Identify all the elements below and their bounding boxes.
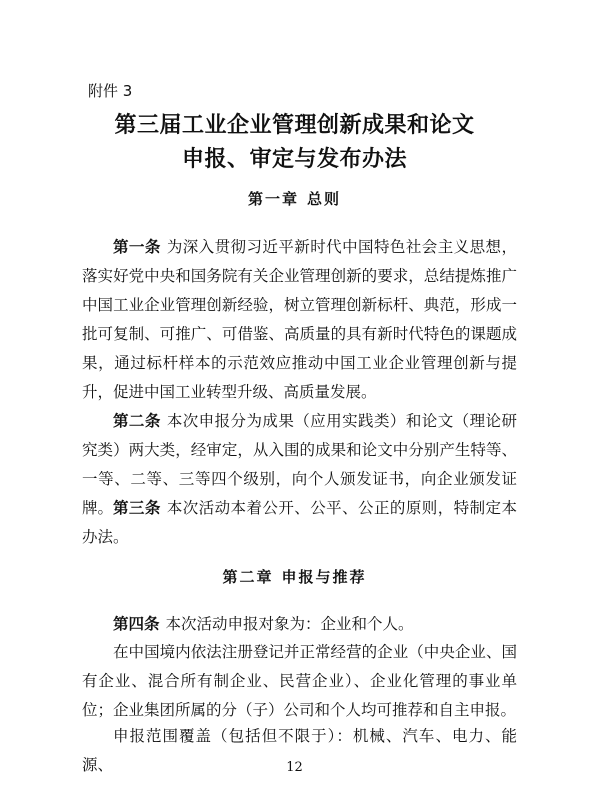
document-title-line-2: 申报、审定与发布办法 (181, 146, 407, 172)
chapter-1-name: 总则 (307, 190, 342, 208)
document-title-line-1: 第三届工业企业管理创新成果和论文 (114, 112, 475, 138)
chapter-2-number: 第二章 (222, 568, 274, 586)
scope-paragraph: 申报范围覆盖（包括但不限于）：机械、汽车、电力、能源、 (82, 727, 517, 774)
article-2-text: 本次申报分为成果（应用实践类）和论文（理论研究类）两大类，经审定，从入围的成果和论文中分别产生特等、一等、二等、三等四个级别，向个人颁发证书，向企业颁发证牌。 (82, 412, 517, 517)
article-4-text: 本次活动申报对象为：企业和个人。 (165, 615, 414, 633)
article-3 (82, 493, 517, 552)
attachment-label: 附件 3 (88, 82, 133, 100)
article-1-text: 为深入贯彻习近平新时代中国特色社会主义思想，落实好党中央和国务院有关企业管理创新的要求，总结提炼推广中国工业企业管理创新经验，树立管理创新标杆、典范，形成一批可复制、可推广、可借鉴、高质量的具有新时代特色的课题成果，通过标杆样本的示范效应推动中国工业企业管理创新与提升，促进中国工业转型升级、高质量发展。 (82, 238, 517, 401)
chapter-1-number: 第一章 (247, 190, 299, 208)
chapter-1-heading (0, 188, 589, 209)
chapter-2-heading (0, 566, 589, 587)
article-4 (82, 609, 517, 639)
article-4-label: 第四条 (113, 614, 160, 633)
page-number: 12 (286, 760, 303, 775)
eligibility-paragraph: 在中国境内依法注册登记并正常经营的企业（中央企业、国有企业、混合所有制企业、民营企业）、企业化管理的事业单位；企业集团所属的分（子）公司和个人均可推荐和自主申报。 (82, 643, 517, 719)
article-1 (82, 232, 517, 407)
article-3-label: 第三条 (113, 498, 161, 517)
article-3-text: 本次活动本着公开、公平、公正的原则，特制定本办法。 (82, 499, 517, 546)
article-1-label: 第一条 (113, 237, 161, 256)
chapter-2-name: 申报与推荐 (281, 568, 367, 586)
article-2-label: 第二条 (113, 411, 161, 430)
